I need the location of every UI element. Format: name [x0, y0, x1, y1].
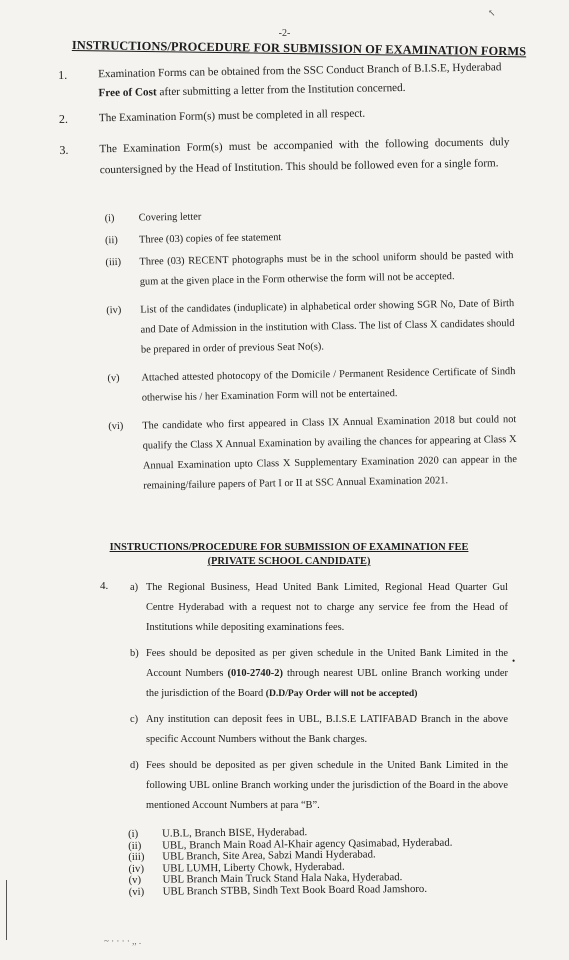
subitem-number: (iv) — [106, 304, 122, 317]
item-number: 2. — [58, 111, 69, 126]
subitem — [108, 410, 526, 517]
branch-number: (i) — [127, 827, 139, 840]
item-number: 3. — [59, 142, 69, 157]
subitem-text: The candidate who first appeared in Class IX Annual Examination 2018 but could not qualify the Class X Annual Examination by availing the chances for appearing at Class X Annual Examination upto Class X Supplementary Examination 2020 can appear in the remaining/failure papers of Part I or II at SSC Annual Examination 2021. — [142, 414, 518, 492]
item-number: 1. — [58, 67, 68, 82]
item-text-bold: Free of Cost — [98, 86, 157, 100]
section2-heading-line2: (PRIVATE SCHOOL CANDIDATE) — [207, 556, 371, 567]
subitem-text: Covering letter — [138, 211, 202, 224]
section2 — [130, 578, 510, 822]
item-text: The Examination Form(s) must be accompanied with the following documents duly countersigned by the Head of Institution. This should be followed even for a single form. — [99, 136, 510, 177]
para-text: Any institution can deposit fees in UBL, B.I.S.E LATIFABAD Branch in the above specific Account Numbers without the Bank charges. — [146, 714, 508, 745]
para-text: The Regional Business, Head United Bank Limited, Regional Head Quarter Gul Centre Hyderabad with a request not to charge any service fee from the Head of Institutions while depositing examinations fees. — [146, 582, 508, 633]
subitem-number: (v) — [107, 372, 120, 385]
branch-text: UBL, Branch Main Road Al-Khair agency Qasimabad, Hyderabad. — [162, 836, 453, 852]
item-text: after submitting a letter from the Institution concerned. — [156, 81, 406, 99]
branch-number: (iii) — [128, 851, 145, 864]
branch-list — [128, 825, 509, 899]
subitem-text: Attached attested photocopy of the Domicile / Permanent Residence Certificate of Sindh otherwise his / her Examination Form will not be entertained. — [141, 366, 516, 404]
item-text: Examination Forms can be obtained from the SSC Conduct Branch of B.I.S.E, Hyderabad — [98, 61, 502, 81]
subitem — [107, 362, 524, 417]
footer-fragment: ~ · · · · ,, . — [104, 936, 142, 946]
para-text: Fees should be deposited as per given schedule in the United Bank Limited in the following UBL online Branch working under the jurisdiction of the Board in the above mentioned Account Numbers at para “B”. — [146, 760, 508, 811]
subitem-text: List of the candidates (induplicate) in alphabetical order showing SGR No, Date of Birth and Date of Admission in the institution with Class. The list of Class X candidates should be prepared in order of previous Seat No(s). — [140, 298, 515, 356]
para-c — [130, 710, 510, 750]
para-b — [130, 644, 510, 704]
item-4-number: 4. — [100, 580, 109, 592]
branch-number: (iv) — [128, 862, 145, 875]
page-edge-divider — [6, 880, 7, 940]
branch-number: (v) — [128, 874, 142, 887]
branch-number: (ii) — [128, 839, 142, 852]
subitem-text: Three (03) RECENT photographs must be in the school uniform should be pasted with gum at the given place in the Form otherwise the form will not be accepted. — [139, 250, 514, 288]
subitem-number: (vi) — [108, 420, 124, 433]
item-3 — [59, 132, 520, 210]
subitem-text: Three (03) copies of fee statement — [138, 232, 282, 246]
branch-text: U.B.L, Branch BISE, Hyderabad. — [161, 826, 308, 840]
para-label: c) — [130, 714, 139, 725]
section1-heading: INSTRUCTIONS/PROCEDURE FOR SUBMISSION OF EXAMINATION FORMS — [71, 38, 527, 59]
para-a — [130, 578, 510, 638]
branch-number: (vi) — [128, 885, 145, 898]
subitem-number: (iii) — [105, 256, 122, 269]
branch-text: UBL Branch Main Truck Stand Hala Naka, Hyderabad. — [162, 871, 403, 887]
para-label: d) — [130, 760, 139, 771]
corner-mark: ↖ — [488, 8, 496, 18]
branch-text: UBL Branch STBB, Sindh Text Book Board Road Jamshoro. — [162, 882, 428, 898]
account-number: (010-2740-2) — [227, 668, 283, 679]
para-label: a) — [130, 582, 139, 593]
para-note-bold: (D.D/Pay Order will not be accepted) — [265, 688, 418, 699]
branch-item — [129, 883, 509, 899]
para-text: Fees should be deposited as per given schedule in the United Bank Limited in the Account Numbers — [146, 648, 508, 679]
branch-text: UBL LUMH, Liberty Chowk, Hyderabad. — [162, 860, 345, 875]
para-text: through nearest UBL online Branch working under the jurisdiction of the Board — [146, 668, 508, 699]
side-mark: • — [512, 656, 516, 666]
para-d — [130, 756, 510, 816]
branch-text: UBL Branch, Site Area, Sabzi Mandi Hyderabad. — [162, 848, 376, 863]
item-text: The Examination Form(s) must be completed in all respect. — [98, 107, 366, 125]
section2-heading — [88, 541, 490, 569]
subitem-number: (ii) — [104, 234, 118, 247]
section1 — [58, 58, 526, 518]
subitem-number: (i) — [104, 213, 115, 225]
subitem — [106, 294, 523, 369]
subitem — [105, 246, 522, 301]
para-label: b) — [130, 648, 139, 659]
section2-heading-line1: INSTRUCTIONS/PROCEDURE FOR SUBMISSION OF EXAMINATION FEE — [109, 542, 469, 553]
page-number: -2- — [278, 28, 291, 39]
